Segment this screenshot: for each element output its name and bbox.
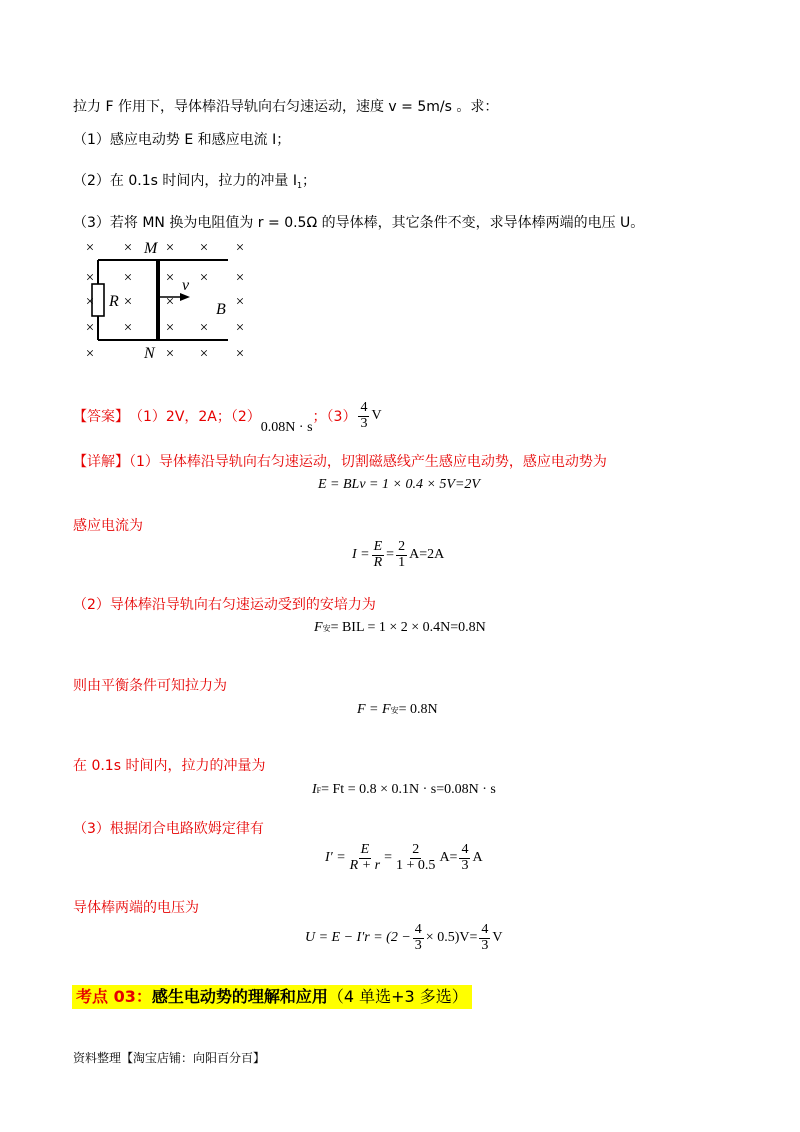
label-m: M — [144, 240, 158, 257]
field-x: × — [165, 240, 175, 256]
label-n: N — [144, 345, 155, 362]
field-x: × — [235, 240, 245, 256]
label-r: R — [109, 293, 119, 310]
section-label: 考点 03： — [76, 987, 152, 1006]
circuit-figure — [78, 236, 268, 366]
section-title: 感生电动势的理解和应用 — [151, 987, 328, 1006]
footer-source: 资料整理【淘宝店铺：向阳百分百】 — [73, 1051, 266, 1065]
field-x: × — [85, 270, 95, 286]
detail-step-1: 【详解】（1）导体棒沿导轨向右匀速运动，切割磁感线产生感应电动势，感应电动势为 — [73, 454, 607, 470]
field-x: × — [85, 294, 95, 310]
equation-pull-force: F = F 安 = 0.8N — [357, 702, 438, 717]
field-x: × — [235, 346, 245, 362]
field-x: × — [165, 270, 175, 286]
field-x: × — [85, 240, 95, 256]
answer-tag: 【答案】 — [73, 409, 129, 426]
field-x: × — [199, 320, 209, 336]
field-x: × — [235, 294, 245, 310]
field-x: × — [85, 346, 95, 362]
field-x: × — [199, 270, 209, 286]
label-v: v — [182, 277, 190, 294]
field-x: × — [199, 240, 209, 256]
equation-voltage: U = E − I′r = (2 − $\frac{4}{3}$ × 0.5)V= $\frac{4}{3}$ V — [305, 922, 503, 953]
field-x: × — [123, 270, 133, 286]
equation-current: I = $\frac{E}{R}$ = $\frac{2}{1}$ A=2A — [352, 539, 445, 570]
detail-step-7: 导体棒两端的电压为 — [73, 900, 199, 916]
detail-step-5: 在 0.1s 时间内，拉力的冲量为 — [73, 758, 266, 774]
field-x: × — [123, 294, 133, 310]
field-x: × — [235, 270, 245, 286]
detail-step-6: （3）根据闭合电路欧姆定律有 — [73, 821, 264, 837]
field-x: × — [123, 240, 133, 256]
answer-line: 【答案】 （1）2V，2A；（2） 0.08N · s ；（3） $\frac{4}{3}$ V — [73, 400, 382, 436]
question-intro: 拉力 F 作用下，导体棒沿导轨向右匀速运动，速度 v = 5m/s 。求： — [73, 99, 499, 115]
field-x: × — [165, 346, 175, 362]
section-heading — [72, 985, 472, 1009]
equation-ampere-force: F 安 = BIL = 1 × 2 × 0.4N=0.8N — [314, 620, 486, 635]
field-x: × — [199, 346, 209, 362]
label-b: B — [216, 301, 226, 318]
field-x: × — [235, 320, 245, 336]
equation-emf: E = BLv = 1 × 0.4 × 5V=2V — [318, 477, 480, 492]
equation-impulse: I F = Ft = 0.8 × 0.1N · s=0.08N · s — [312, 782, 496, 797]
detail-step-4: 则由平衡条件可知拉力为 — [73, 678, 227, 694]
detail-step-3: （2）导体棒沿导轨向右匀速运动受到的安培力为 — [73, 597, 376, 613]
equation-new-current: I′ = $\frac{E}{R + r}$ = $\frac{2}{1 + 0.5}$ A= $\frac{4}{3}$ A — [325, 842, 483, 873]
question-item-2: （2）在 0.1s 时间内，拉力的冲量 $I_1$； — [73, 173, 317, 190]
question-item-3: （3）若将 MN 换为电阻值为 r = 0.5Ω 的导体棒，其它条件不变，求导体棒两端的电压 U。 — [73, 215, 645, 231]
answer-fraction: $\frac{4}{3}$ — [360, 400, 368, 431]
question-item-1: （1）感应电动势 E 和感应电流 I； — [73, 132, 291, 148]
answer-impulse: 0.08N · s — [260, 420, 313, 436]
field-x: × — [165, 294, 175, 310]
field-x: × — [165, 320, 175, 336]
detail-step-2: 感应电流为 — [73, 518, 143, 534]
detail-tag: 【详解】 — [73, 454, 129, 470]
field-x: × — [123, 320, 133, 336]
field-x: × — [85, 320, 95, 336]
section-note: （4 单选+3 多选） — [327, 987, 468, 1006]
